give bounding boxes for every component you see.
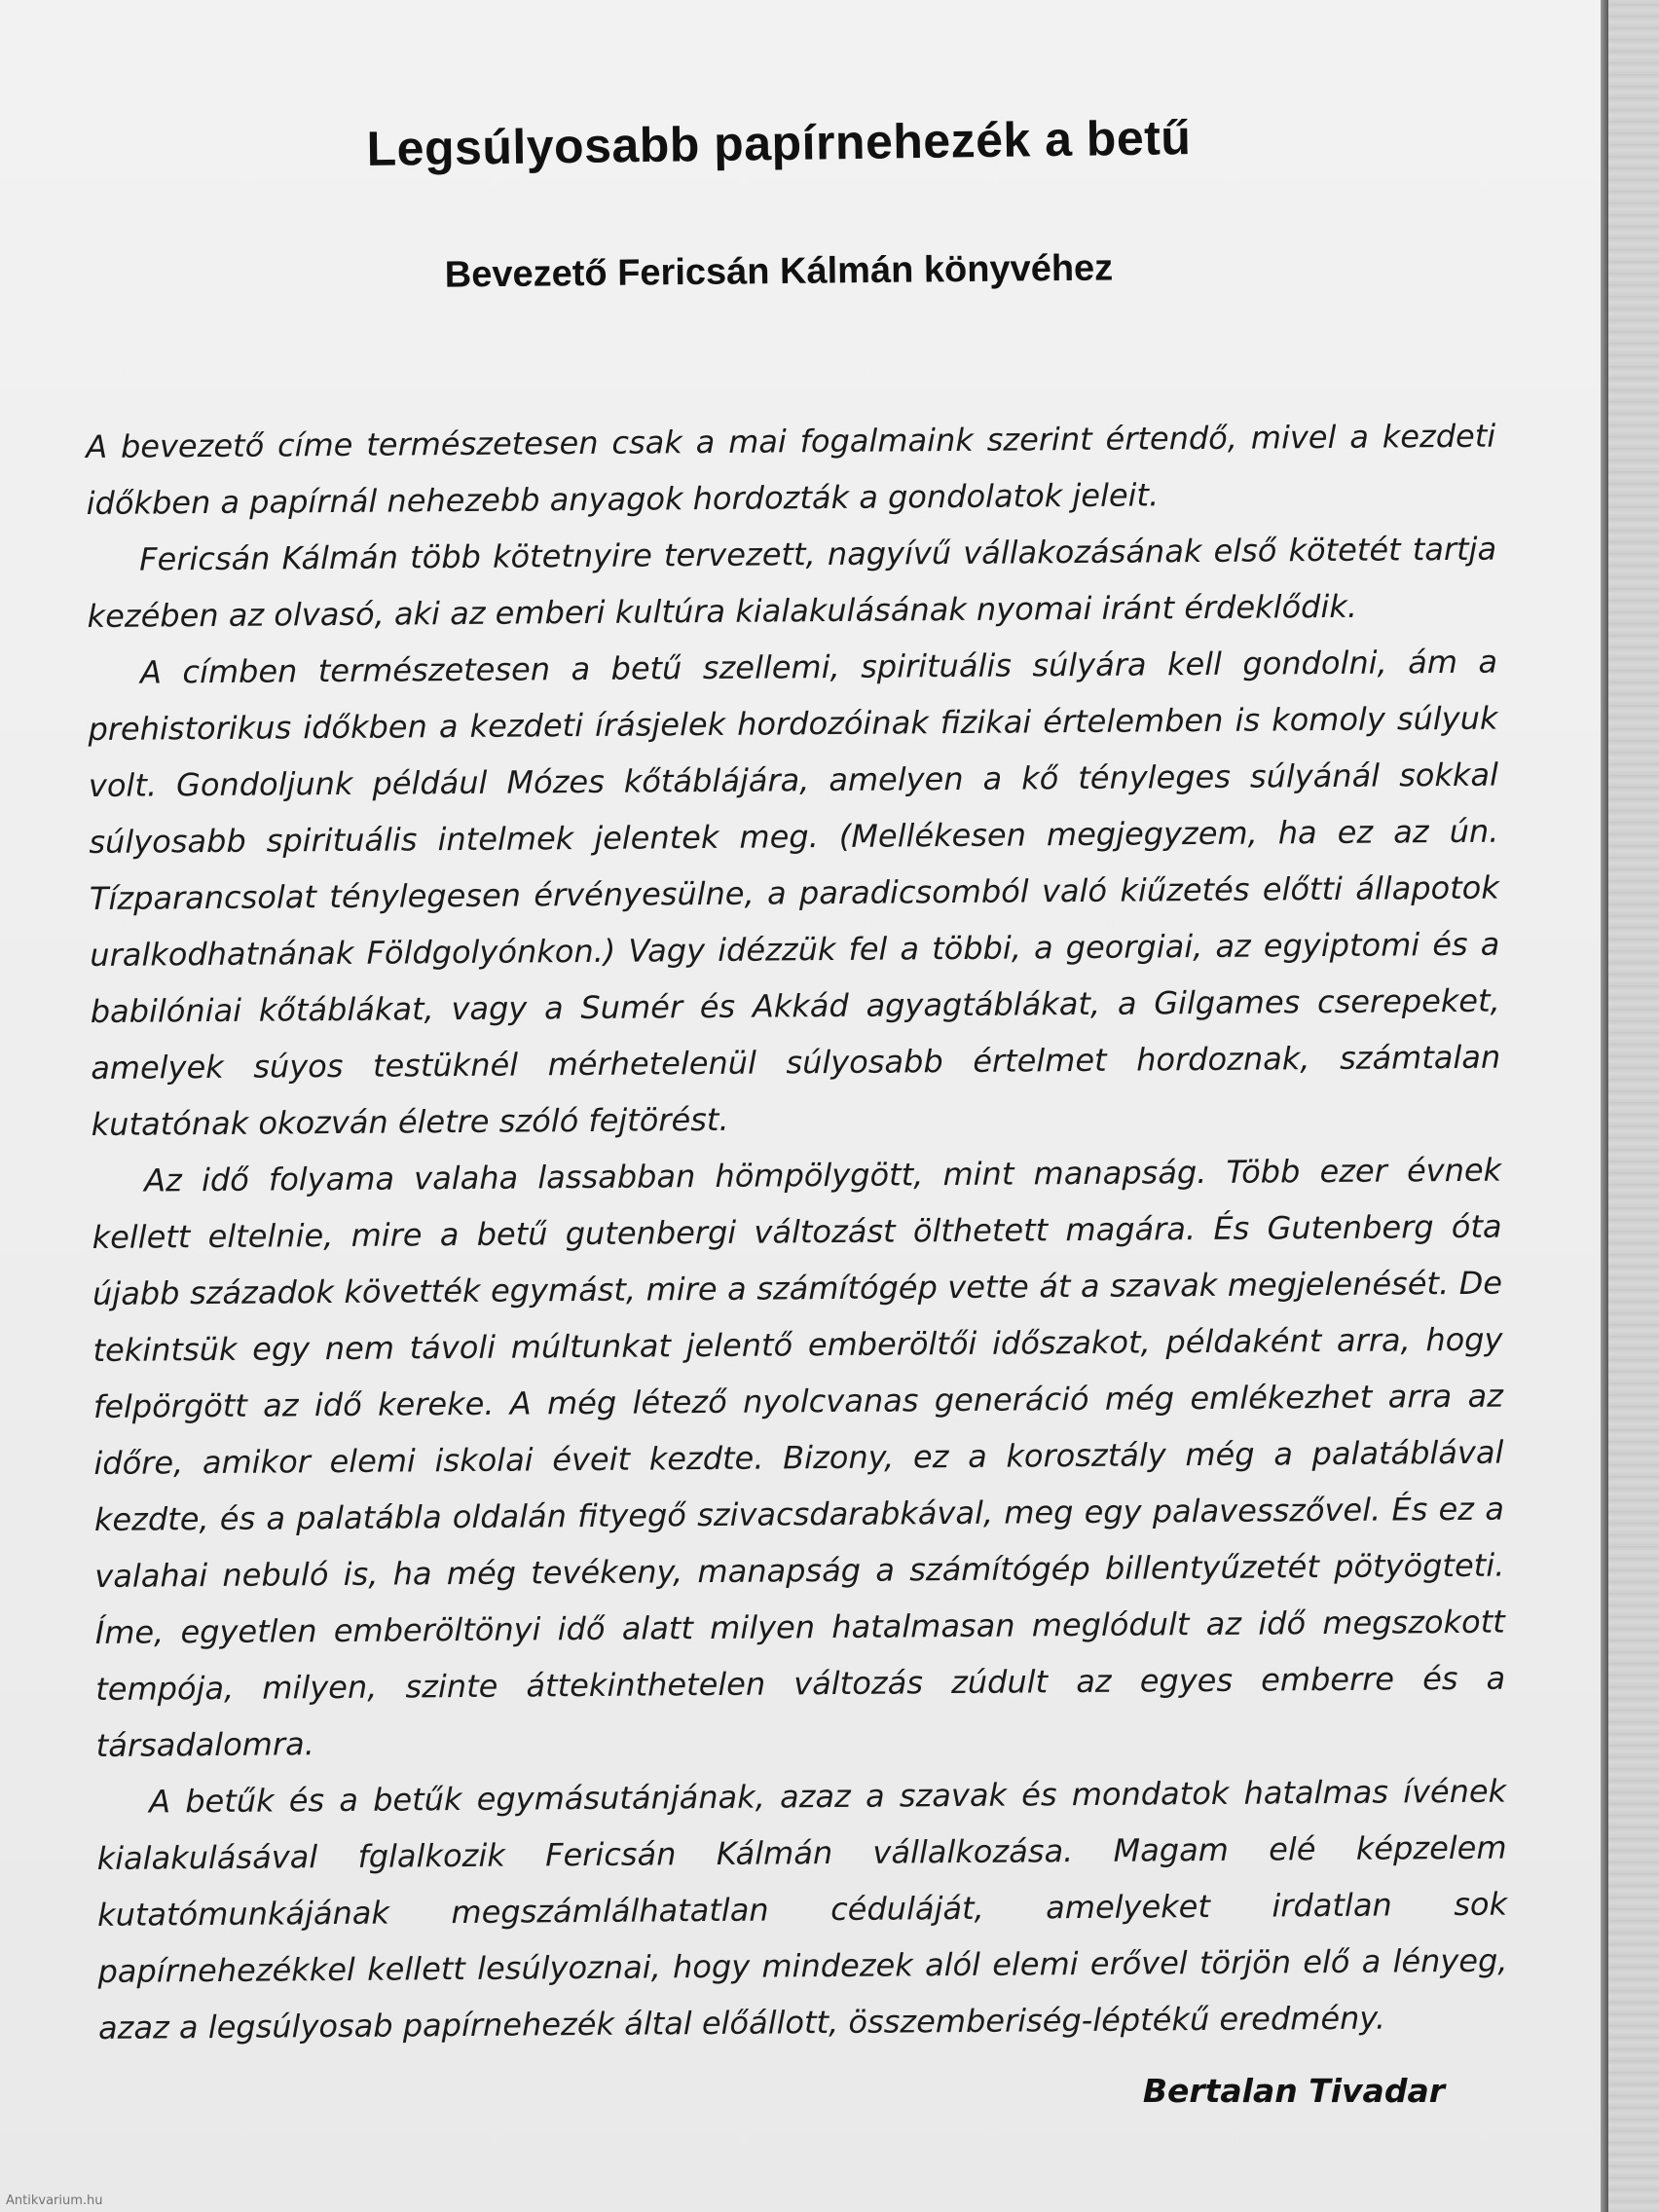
body-text	[86, 408, 1508, 2056]
author-signature: Bertalan Tivadar	[1142, 2072, 1445, 2110]
paragraph-2: Fericsán Kálmán több kötetnyire tervezett, nagyívű vállakozásának első kötetét tartja kezében az olvasó, aki az emberi kultúra kialakulásának nyomai iránt érdeklődik.	[87, 530, 1497, 635]
page-subtitle: Bevezető Fericsán Kálmán könyvéhez	[444, 247, 1114, 296]
paragraph-4: Az idő folyama valaha lassabban hömpölygött, mint manapság. Több ezer évnek kellett eltelnie, mire a betű gutenbergi változást ölthetett magára. És Gutenberg óta újabb századok követték egymást, mire a számítógép vette át a szavak megjelenését. De tekintsük egy nem távoli múltunkat jelentő emberöltői időszakot, példaként arra, hogy felpörgött az idő kereke. A még létező nyolcvanas generáció még emlékezhet arra az időre, amikor elemi iskolai éveit kezdte. Bizony, ez a korosztály még a palatáblával kezdte, és a palatábla oldalán fityegő szivacsdarabkával, meg egy palavesszővel. És ez a valahai nebuló is, ha még tevékeny, manapság a számítógép billentyűzetét pötyögteti. Íme, egyetlen emberöltönyi idő alatt milyen hatalmasan meglódult az idő megszokott tempója, milyen, szinte áttekinthetelen változás zúdult az egyes emberre és a társadalomra.	[92, 1151, 1506, 1764]
watermark: Antikvarium.hu	[6, 2194, 103, 2208]
paragraph-1: A bevezető címe természetesen csak a mai fogalmaink szerint értendő, mivel a kezdeti időkben a papírnál nehezebb anyagok hordozták a gondolatok jeleit.	[86, 417, 1496, 522]
page-title: Legsúlyosabb papírnehezék a betű	[366, 110, 1192, 176]
paragraph-3: A címben természetesen a betű szellemi, spirituális súlyára kell gondolni, ám a prehistorikus időkben a kezdeti írásjelek hordozóinak fizikai értelemben is komoly súlyuk volt. Gondoljunk például Mózes kőtáblájára, amelyen a kő tényleges súlyánál sokkal súlyosabb spirituális intelmek jelentek meg. (Mellékesen megjegyzem, ha ez az ún. Tízparancsolat ténylegesen érvényesülne, a paradicsomból való kiűzetés előtti állapotok uralkodhatnának Földgolyónkon.) Vagy idézzük fel a többi, a georgiai, az egyiptomi és a babilóniai kőtáblákat, vagy a Sumér és Akkád agyagtáblákat, a Gilgames cserepeket, amelyek súyos testüknél mérhetelenül súlyosabb értelmet hordoznak, számtalan kutatónak okozván életre szóló fejtörést.	[88, 643, 1501, 1143]
paragraph-5: A betűk és a betűk egymásutánjának, azaz a szavak és mondatok hatalmas ívének kialakulásával fglalkozik Fericsán Kálmán vállalkozása. Magam elé képzelem kutatómunkájának megszámlálhatatlan céduláját, amelyeket irdatlan sok papírnehezékkel kellett lesúlyoznai, hogy mindezek alól elemi erővel törjön elő a lényeg, azaz a legsúlyosab papírnehezék által előállott, összemberiség-léptékű eredmény.	[96, 1772, 1508, 2046]
page-stack-edge	[1608, 0, 1659, 2212]
